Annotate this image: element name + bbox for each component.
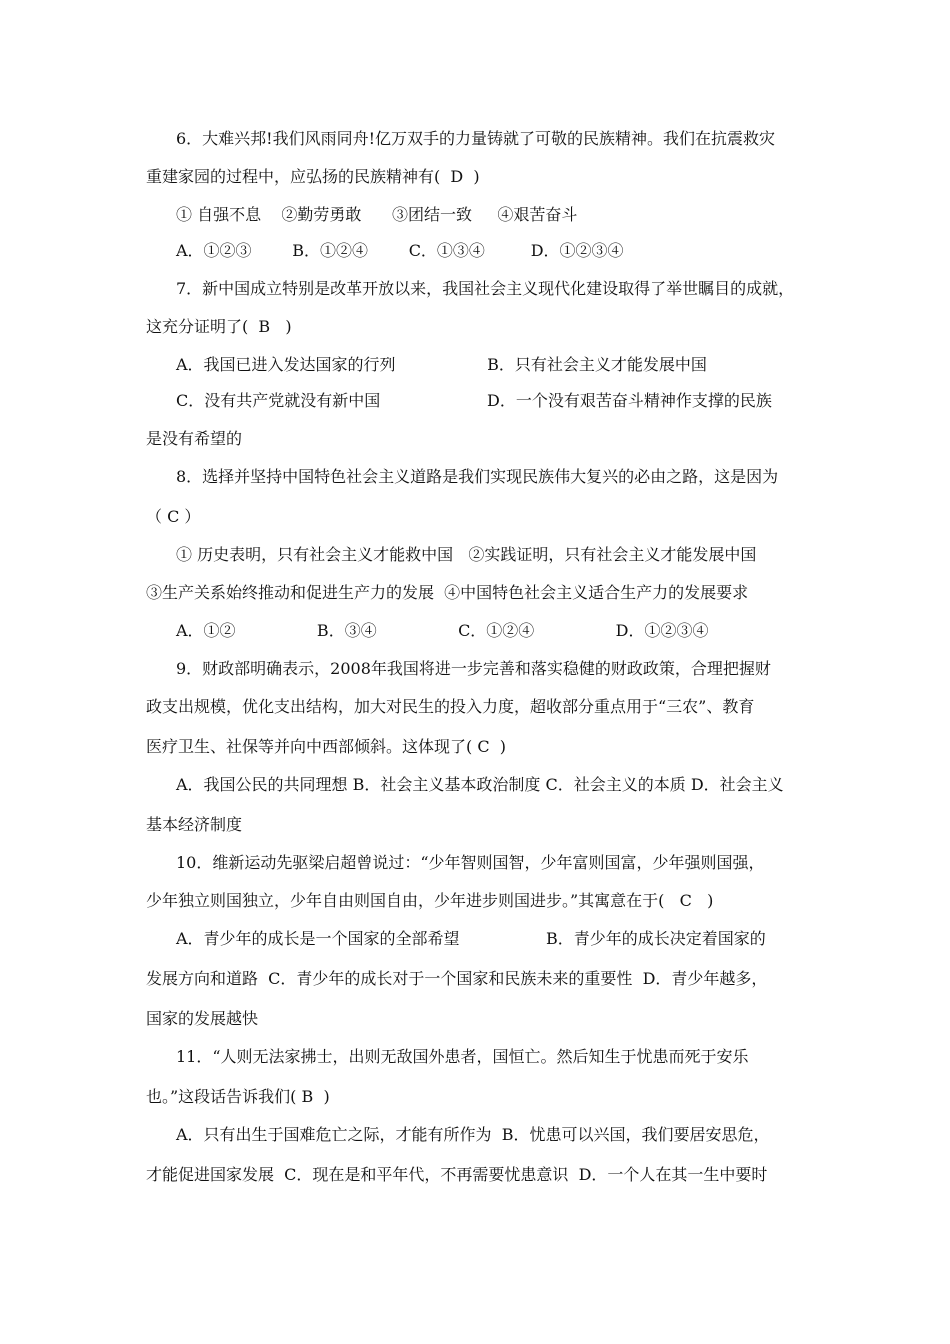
text-line: 政支出规模，优化支出结构，加大对民生的投入力度，超收部分重点用于“三农”、教育 xyxy=(146,697,755,716)
text-line: 7．新中国成立特别是改革开放以来，我国社会主义现代化建设取得了举世瞩目的成就， xyxy=(176,279,795,298)
text-line: 重建家园的过程中，应弘扬的民族精神有( D ) xyxy=(146,167,480,186)
text-line: 基本经济制度 xyxy=(146,815,243,834)
text-line: 是没有希望的 xyxy=(146,429,243,448)
text-line: 6．大难兴邦!我们风雨同舟!亿万双手的力量铸就了可敬的民族精神。我们在抗震救灾 xyxy=(176,129,776,148)
text-line: 8．选择并坚持中国特色社会主义道路是我们实现民族伟大复兴的必由之路，这是因为 xyxy=(176,467,779,486)
text-line: 9．财政部明确表示，2008年我国将进一步完善和落实稳健的财政政策，合理把握财 xyxy=(176,659,771,678)
text-line: 也。”这段话告诉我们( B ) xyxy=(146,1087,330,1106)
text-line: 才能促进国家发展 C．现在是和平年代，不再需要忧患意识 D．一个人在其一生中要时 xyxy=(146,1165,768,1184)
text-line: A．我国公民的共同理想 B．社会主义基本政治制度 C．社会主义的本质 D．社会主义 xyxy=(176,775,784,794)
text-line: A．青少年的成长是一个国家的全部希望 B．青少年的成长决定着国家的 xyxy=(176,929,766,948)
text-line: A．我国已进入发达国家的行列 B．只有社会主义才能发展中国 xyxy=(176,355,707,374)
text-line: ③生产关系始终推动和促进生产力的发展 ④中国特色社会主义适合生产力的发展要求 xyxy=(146,583,749,602)
text-line: A．①② B．③④ C．①②④ D．①②③④ xyxy=(176,621,709,640)
text-line: ① 历史表明，只有社会主义才能救中国 ②实践证明，只有社会主义才能发展中国 xyxy=(176,545,757,564)
text-line: A．只有出生于国难危亡之际，才能有所作为 B．忧患可以兴国，我们要居安思危， xyxy=(176,1125,770,1144)
text-line: 少年独立则国独立，少年自由则国自由，少年进步则国进步。”其寓意在于( C ) xyxy=(146,891,714,910)
text-line: 10．维新运动先驱梁启超曾说过：“少年智则国智，少年富则国富，少年强则国强， xyxy=(176,853,765,872)
text-line: 医疗卫生、社保等并向中西部倾斜。这体现了( C ) xyxy=(146,737,506,756)
text-line: 发展方向和道路 C．青少年的成长对于一个国家和民族未来的重要性 D．青少年越多， xyxy=(146,969,768,988)
text-line: A．①②③ B．①②④ C．①③④ D．①②③④ xyxy=(176,241,624,260)
text-line: （ C ） xyxy=(146,507,201,526)
text-line: 这充分证明了( B ) xyxy=(146,317,292,336)
text-line: C．没有共产党就没有新中国 D．一个没有艰苦奋斗精神作支撑的民族 xyxy=(176,391,772,410)
text-line: 国家的发展越快 xyxy=(146,1009,259,1028)
text-line: 11．“人则无法家拂士，出则无敌国外患者，国恒亡。然后知生于忧患而死于安乐 xyxy=(176,1047,749,1066)
text-line: ① 自强不息 ②勤劳勇敢 ③团结一致 ④艰苦奋斗 xyxy=(176,205,578,224)
